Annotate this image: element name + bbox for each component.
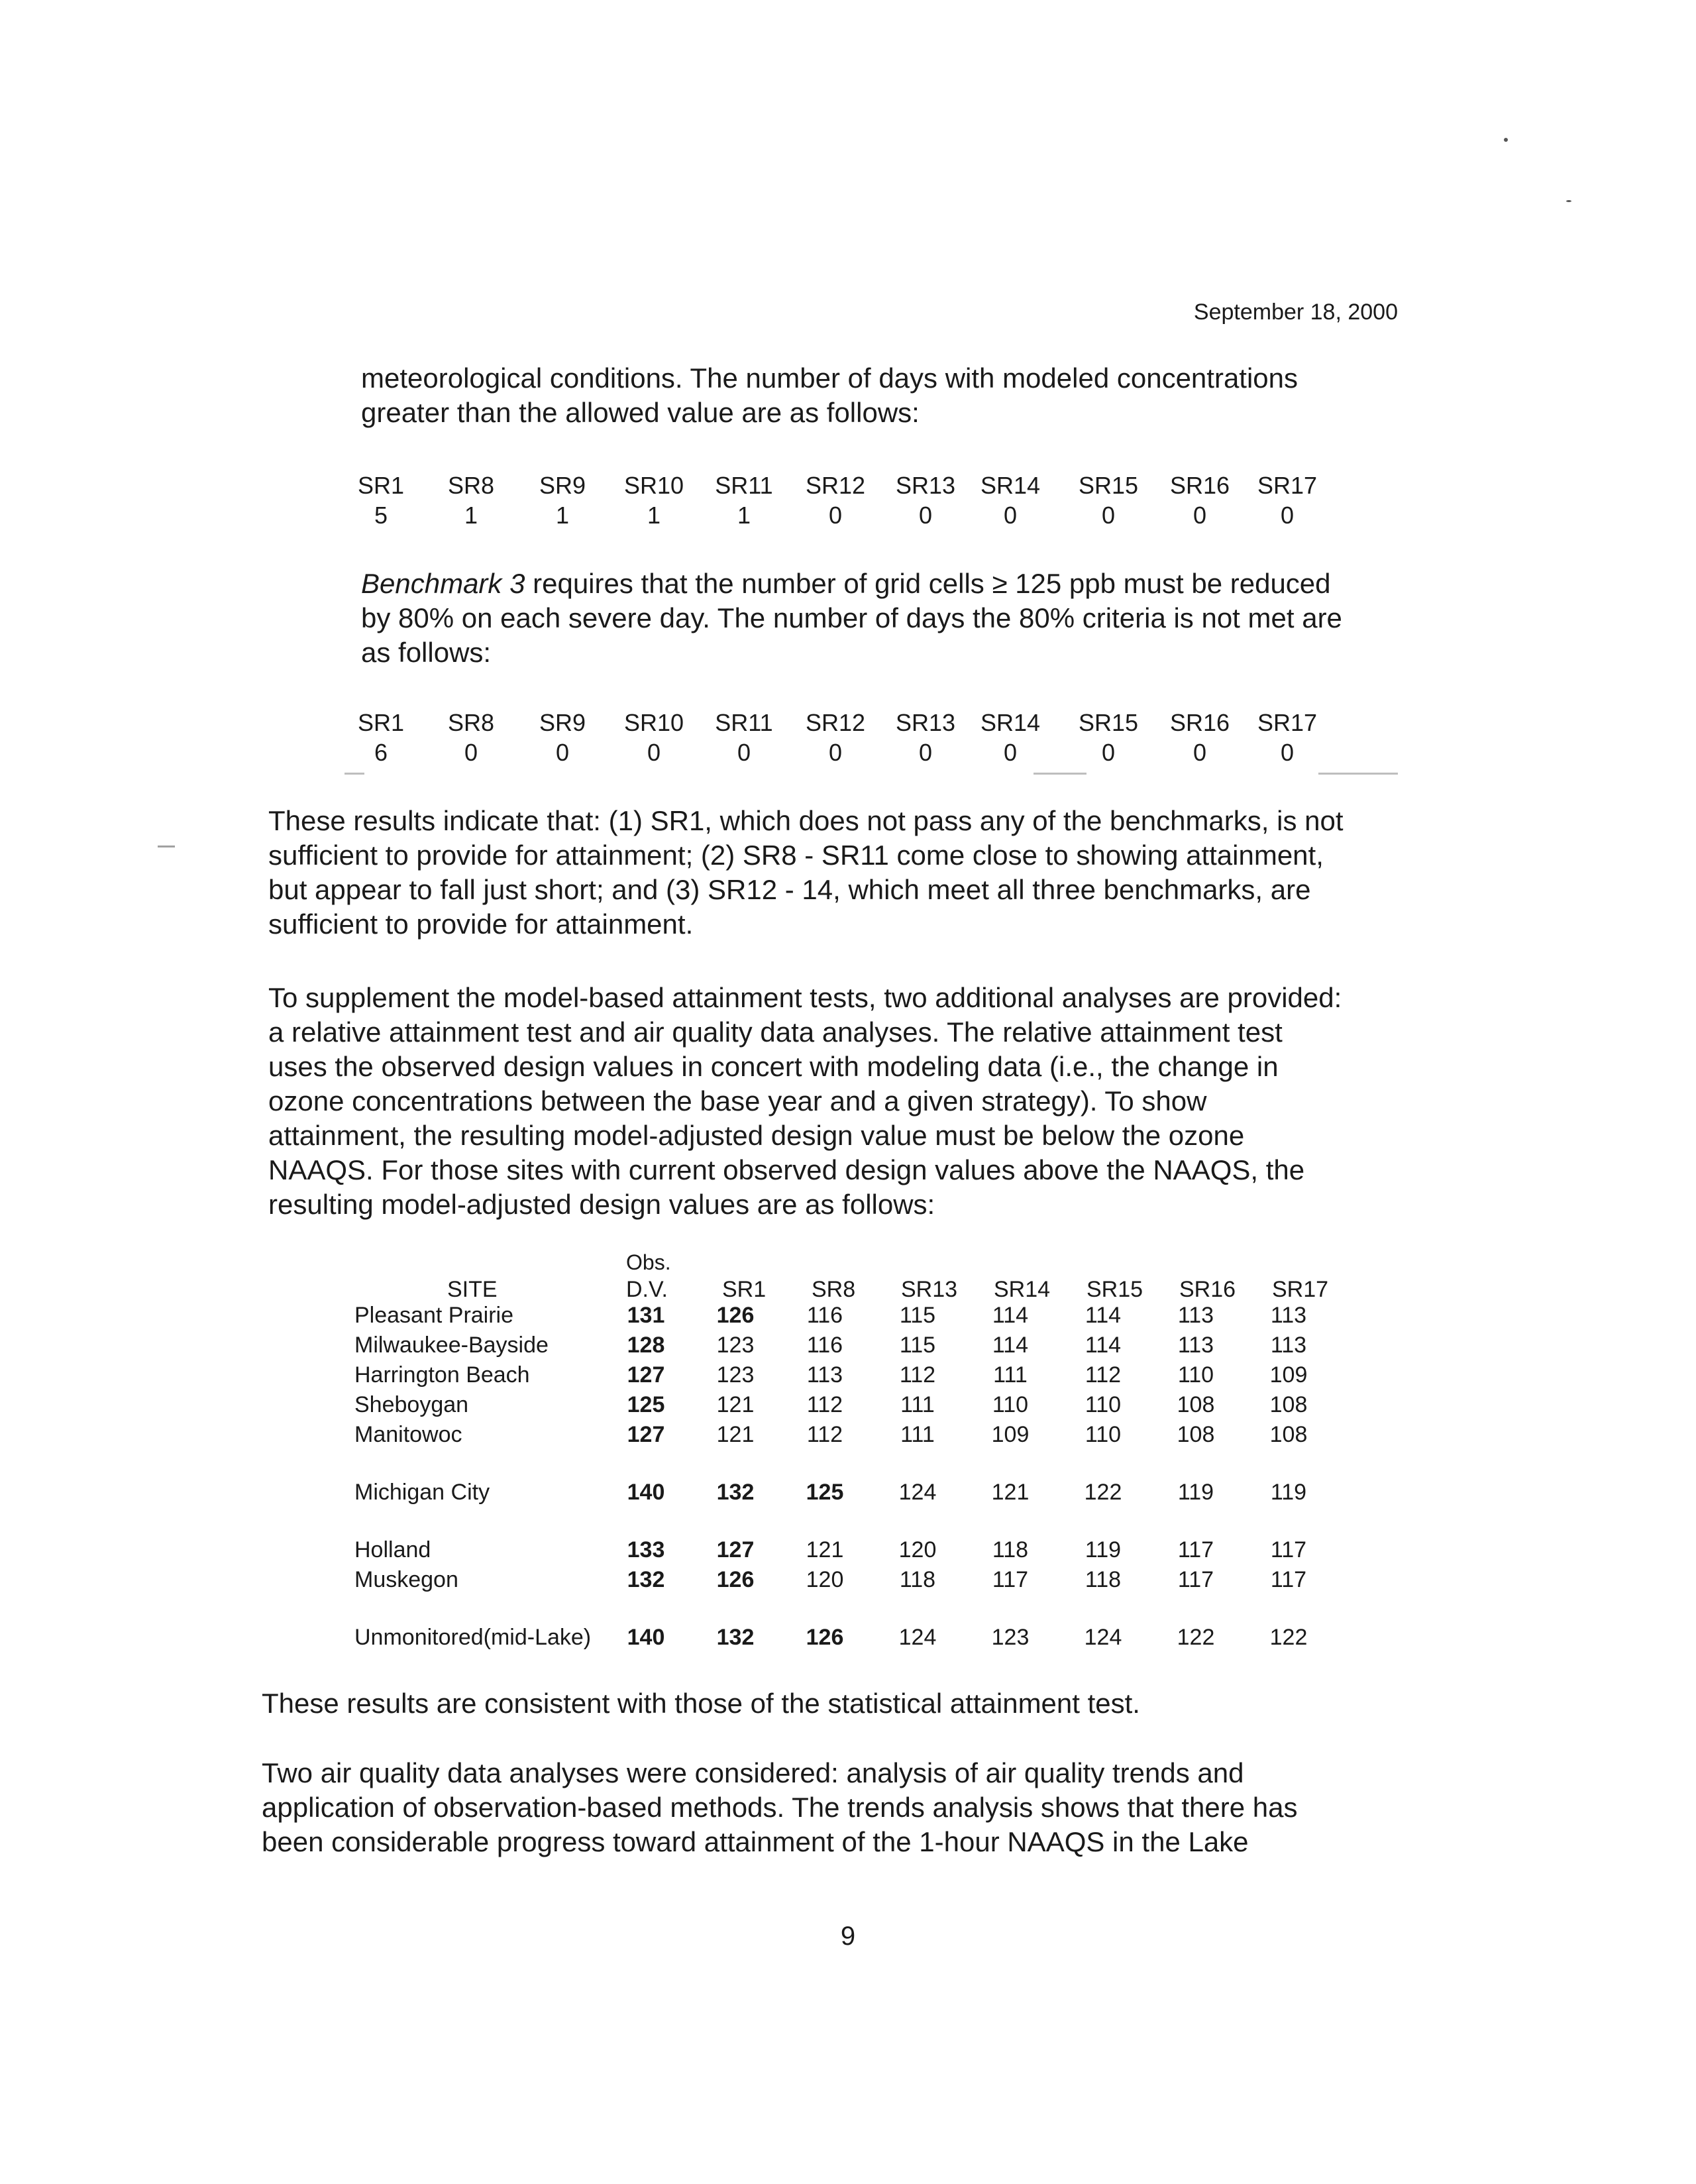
- cell-value: 119: [1177, 1480, 1214, 1505]
- obs-value: 132: [627, 1567, 665, 1592]
- site-name: Sheboygan: [354, 1392, 469, 1417]
- cell-value: 124: [898, 1480, 937, 1505]
- cell-value: 113: [1177, 1303, 1214, 1328]
- day-count-row: [341, 502, 1375, 531]
- day-count: 0: [737, 739, 751, 766]
- cell-value: 122: [1177, 1625, 1215, 1650]
- table-row: [354, 1537, 1375, 1567]
- cell-value: 113: [1270, 1333, 1307, 1358]
- cell-value: 125: [806, 1480, 844, 1505]
- criteria-not-met-table: [341, 709, 1375, 769]
- cell-value: 121: [991, 1480, 1030, 1505]
- cell-value: 114: [1085, 1303, 1122, 1328]
- strategy-label: SR9: [539, 472, 586, 499]
- text-line: ozone concentrations between the base year and a given strategy). To show: [268, 1085, 1207, 1117]
- cell-value: 127: [716, 1537, 755, 1562]
- design-values-table: [354, 1244, 1375, 1655]
- cell-value: 114: [992, 1303, 1029, 1328]
- air-quality-paragraph: [262, 1756, 1297, 1859]
- obs-value: 128: [627, 1333, 665, 1358]
- strategy-label-row: [341, 709, 1375, 739]
- cell-value: 112: [806, 1422, 843, 1447]
- strategy-label: SR14: [980, 709, 1041, 736]
- text-line: as follows:: [361, 637, 492, 668]
- consistency-paragraph: [262, 1686, 1140, 1721]
- cell-value: 110: [1177, 1362, 1214, 1388]
- cell-value: 115: [899, 1333, 936, 1358]
- strategy-label: SR13: [895, 472, 956, 499]
- site-name: Harrington Beach: [354, 1362, 530, 1388]
- table-row: [354, 1362, 1375, 1392]
- text-line: NAAQS. For those sites with current observed design values above the NAAQS, the: [268, 1154, 1305, 1185]
- cell-value: 111: [900, 1392, 935, 1417]
- day-count: 0: [647, 739, 661, 766]
- day-count: 1: [647, 502, 661, 529]
- day-count-row: [341, 739, 1375, 769]
- day-count: 1: [555, 502, 570, 529]
- cell-value: 123: [991, 1625, 1030, 1650]
- strategy-column-header: SR15: [1086, 1277, 1143, 1302]
- site-name: Michigan City: [354, 1480, 490, 1505]
- text-line: greater than the allowed value are as follows:: [361, 397, 920, 428]
- site-name: Pleasant Prairie: [354, 1303, 514, 1328]
- day-count: 0: [555, 739, 570, 766]
- text-line: attainment, the resulting model-adjusted design value must be below the ozone: [268, 1120, 1245, 1151]
- scan-artifact: [344, 773, 364, 775]
- scan-artifact: [1566, 200, 1571, 202]
- table-row: [354, 1567, 1375, 1597]
- strategy-label: SR16: [1169, 709, 1230, 736]
- strategy-label: SR15: [1078, 472, 1139, 499]
- strategy-label: SR11: [715, 709, 773, 736]
- strategy-label: SR10: [623, 709, 684, 736]
- intro-paragraph: [361, 361, 1298, 430]
- day-count: 0: [1101, 739, 1116, 766]
- cell-value: 123: [716, 1362, 755, 1388]
- cell-value: 121: [806, 1537, 844, 1562]
- obs-value: 127: [627, 1362, 665, 1388]
- table-header: [354, 1244, 1375, 1303]
- strategy-column-header: SR14: [994, 1277, 1051, 1302]
- cell-value: 120: [806, 1567, 844, 1592]
- cell-value: 121: [716, 1392, 755, 1417]
- strategy-label: SR10: [623, 472, 684, 499]
- benchmark-paragraph: [361, 567, 1342, 670]
- scan-artifact: [1504, 138, 1508, 142]
- exceedance-days-table: [341, 472, 1375, 531]
- cell-value: 112: [899, 1362, 936, 1388]
- day-count: 1: [464, 502, 478, 529]
- text-line: but appear to fall just short; and (3) SR12 - 14, which meet all three benchmarks, are: [268, 874, 1311, 905]
- cell-value: 110: [1085, 1422, 1122, 1447]
- site-name: Holland: [354, 1537, 431, 1562]
- cell-value: 110: [992, 1392, 1029, 1417]
- cell-value: 124: [898, 1625, 937, 1650]
- cell-value: 112: [806, 1392, 843, 1417]
- cell-value: 118: [1085, 1567, 1122, 1592]
- cell-value: 116: [806, 1303, 843, 1328]
- cell-value: 117: [992, 1567, 1029, 1592]
- cell-value: 116: [806, 1333, 843, 1358]
- cell-value: 109: [991, 1422, 1030, 1447]
- table-row: [354, 1480, 1375, 1509]
- day-count: 0: [1192, 739, 1207, 766]
- day-count: 0: [464, 739, 478, 766]
- obs-column-header: D.V.: [626, 1277, 668, 1302]
- table-row: [354, 1625, 1375, 1655]
- supplement-paragraph: [268, 981, 1342, 1222]
- obs-value: 131: [627, 1303, 665, 1328]
- obs-value: 140: [627, 1625, 665, 1650]
- table-row: [354, 1333, 1375, 1362]
- strategy-label: SR14: [980, 472, 1041, 499]
- cell-value: 115: [899, 1303, 936, 1328]
- cell-value: 117: [1177, 1537, 1214, 1562]
- day-count: 5: [374, 502, 388, 529]
- strategy-label: SR11: [715, 472, 773, 499]
- day-count: 0: [1280, 502, 1295, 529]
- cell-value: 112: [1085, 1362, 1122, 1388]
- cell-value: 123: [716, 1333, 755, 1358]
- obs-column-header-top: Obs.: [626, 1250, 671, 1274]
- strategy-column-header: SR17: [1272, 1277, 1329, 1302]
- site-name: Manitowoc: [354, 1422, 462, 1447]
- obs-value: 133: [627, 1537, 665, 1562]
- strategy-label: SR12: [805, 709, 866, 736]
- scan-artifact: [1034, 773, 1086, 775]
- cell-value: 132: [716, 1480, 755, 1505]
- text-line: Two air quality data analyses were considered: analysis of air quality trends and: [262, 1757, 1244, 1788]
- text-fragment: requires that the number of grid cells ≥ 125 ppb must be reduced: [525, 568, 1331, 599]
- strategy-label: SR17: [1257, 472, 1318, 499]
- cell-value: 118: [992, 1537, 1029, 1562]
- day-count: 0: [1003, 502, 1018, 529]
- strategy-label: SR8: [447, 472, 495, 499]
- obs-value: 125: [627, 1392, 665, 1417]
- strategy-column-header: SR1: [722, 1277, 767, 1302]
- cell-value: 108: [1177, 1422, 1215, 1447]
- text-line: resulting model-adjusted design values are as follows:: [268, 1189, 935, 1220]
- strategy-label-row: [341, 472, 1375, 502]
- cell-value: 119: [1085, 1537, 1122, 1562]
- day-count: 0: [1003, 739, 1018, 766]
- cell-value: 113: [806, 1362, 843, 1388]
- scan-artifact: [1318, 773, 1398, 775]
- strategy-label: SR16: [1169, 472, 1230, 499]
- site-name: Milwaukee-Bayside: [354, 1333, 549, 1358]
- text-line: These results are consistent with those of the statistical attainment test.: [262, 1688, 1140, 1719]
- site-name: Muskegon: [354, 1567, 458, 1592]
- cell-value: 117: [1270, 1537, 1307, 1562]
- cell-value: 120: [898, 1537, 937, 1562]
- cell-value: 119: [1270, 1480, 1307, 1505]
- text-line: These results indicate that: (1) SR1, which does not pass any of the benchmarks, is not: [268, 805, 1344, 836]
- results-paragraph: [268, 804, 1344, 942]
- day-count: 0: [918, 502, 933, 529]
- cell-value: 114: [992, 1333, 1029, 1358]
- text-line: been considerable progress toward attainment of the 1-hour NAAQS in the Lake: [262, 1826, 1249, 1857]
- strategy-label: SR8: [447, 709, 495, 736]
- document-date: September 18, 2000: [1193, 300, 1398, 325]
- cell-value: 122: [1084, 1480, 1122, 1505]
- cell-value: 118: [899, 1567, 936, 1592]
- strategy-label: SR15: [1078, 709, 1139, 736]
- table-row: [354, 1422, 1375, 1452]
- strategy-column-header: SR13: [901, 1277, 958, 1302]
- cell-value: 109: [1269, 1362, 1308, 1388]
- table-row: [354, 1392, 1375, 1422]
- cell-value: 113: [1270, 1303, 1307, 1328]
- day-count: 0: [1280, 739, 1295, 766]
- day-count: 0: [918, 739, 933, 766]
- table-row: [354, 1303, 1375, 1333]
- cell-value: 122: [1269, 1625, 1308, 1650]
- text-line: application of observation-based methods. The trends analysis shows that there has: [262, 1792, 1298, 1823]
- cell-value: 117: [1177, 1567, 1214, 1592]
- text-line: sufficient to provide for attainment; (2) SR8 - SR11 come close to showing attainment,: [268, 840, 1324, 871]
- day-count: 0: [828, 739, 843, 766]
- cell-value: 108: [1177, 1392, 1215, 1417]
- cell-value: 108: [1269, 1422, 1308, 1447]
- strategy-label: SR1: [357, 709, 405, 736]
- strategy-label: SR17: [1257, 709, 1318, 736]
- strategy-label: SR9: [539, 709, 586, 736]
- strategy-column-header: SR8: [812, 1277, 856, 1302]
- text-line: [361, 567, 1342, 601]
- page-number: 9: [840, 1922, 856, 1951]
- cell-value: 126: [806, 1625, 844, 1650]
- cell-value: 111: [900, 1422, 935, 1447]
- text-line: sufficient to provide for attainment.: [268, 908, 694, 940]
- cell-value: 114: [1085, 1333, 1122, 1358]
- cell-value: 132: [716, 1625, 755, 1650]
- scan-artifact: [158, 846, 175, 847]
- text-line: by 80% on each severe day. The number of days the 80% criteria is not met are: [361, 602, 1342, 633]
- cell-value: 113: [1177, 1333, 1214, 1358]
- obs-value: 127: [627, 1422, 665, 1447]
- cell-value: 117: [1270, 1567, 1307, 1592]
- strategy-label: SR1: [357, 472, 405, 499]
- text-line: a relative attainment test and air quality data analyses. The relative attainment test: [268, 1016, 1283, 1048]
- strategy-label: SR13: [895, 709, 956, 736]
- benchmark-emphasis: Benchmark 3: [361, 568, 525, 599]
- strategy-column-header: SR16: [1179, 1277, 1236, 1302]
- day-count: 0: [1192, 502, 1207, 529]
- site-name: Unmonitored(mid-Lake): [354, 1625, 592, 1650]
- obs-value: 140: [627, 1480, 665, 1505]
- day-count: 6: [374, 739, 388, 766]
- cell-value: 124: [1084, 1625, 1122, 1650]
- site-column-header: SITE: [447, 1277, 498, 1302]
- day-count: 0: [828, 502, 843, 529]
- cell-value: 121: [716, 1422, 755, 1447]
- text-line: uses the observed design values in concert with modeling data (i.e., the change in: [268, 1051, 1279, 1082]
- cell-value: 110: [1085, 1392, 1122, 1417]
- cell-value: 108: [1269, 1392, 1308, 1417]
- text-line: meteorological conditions. The number of days with modeled concentrations: [361, 362, 1298, 394]
- cell-value: 126: [716, 1303, 755, 1328]
- day-count: 0: [1101, 502, 1116, 529]
- text-line: To supplement the model-based attainment tests, two additional analyses are provided:: [268, 982, 1342, 1013]
- strategy-label: SR12: [805, 472, 866, 499]
- cell-value: 126: [716, 1567, 755, 1592]
- day-count: 1: [737, 502, 751, 529]
- cell-value: 111: [993, 1362, 1028, 1388]
